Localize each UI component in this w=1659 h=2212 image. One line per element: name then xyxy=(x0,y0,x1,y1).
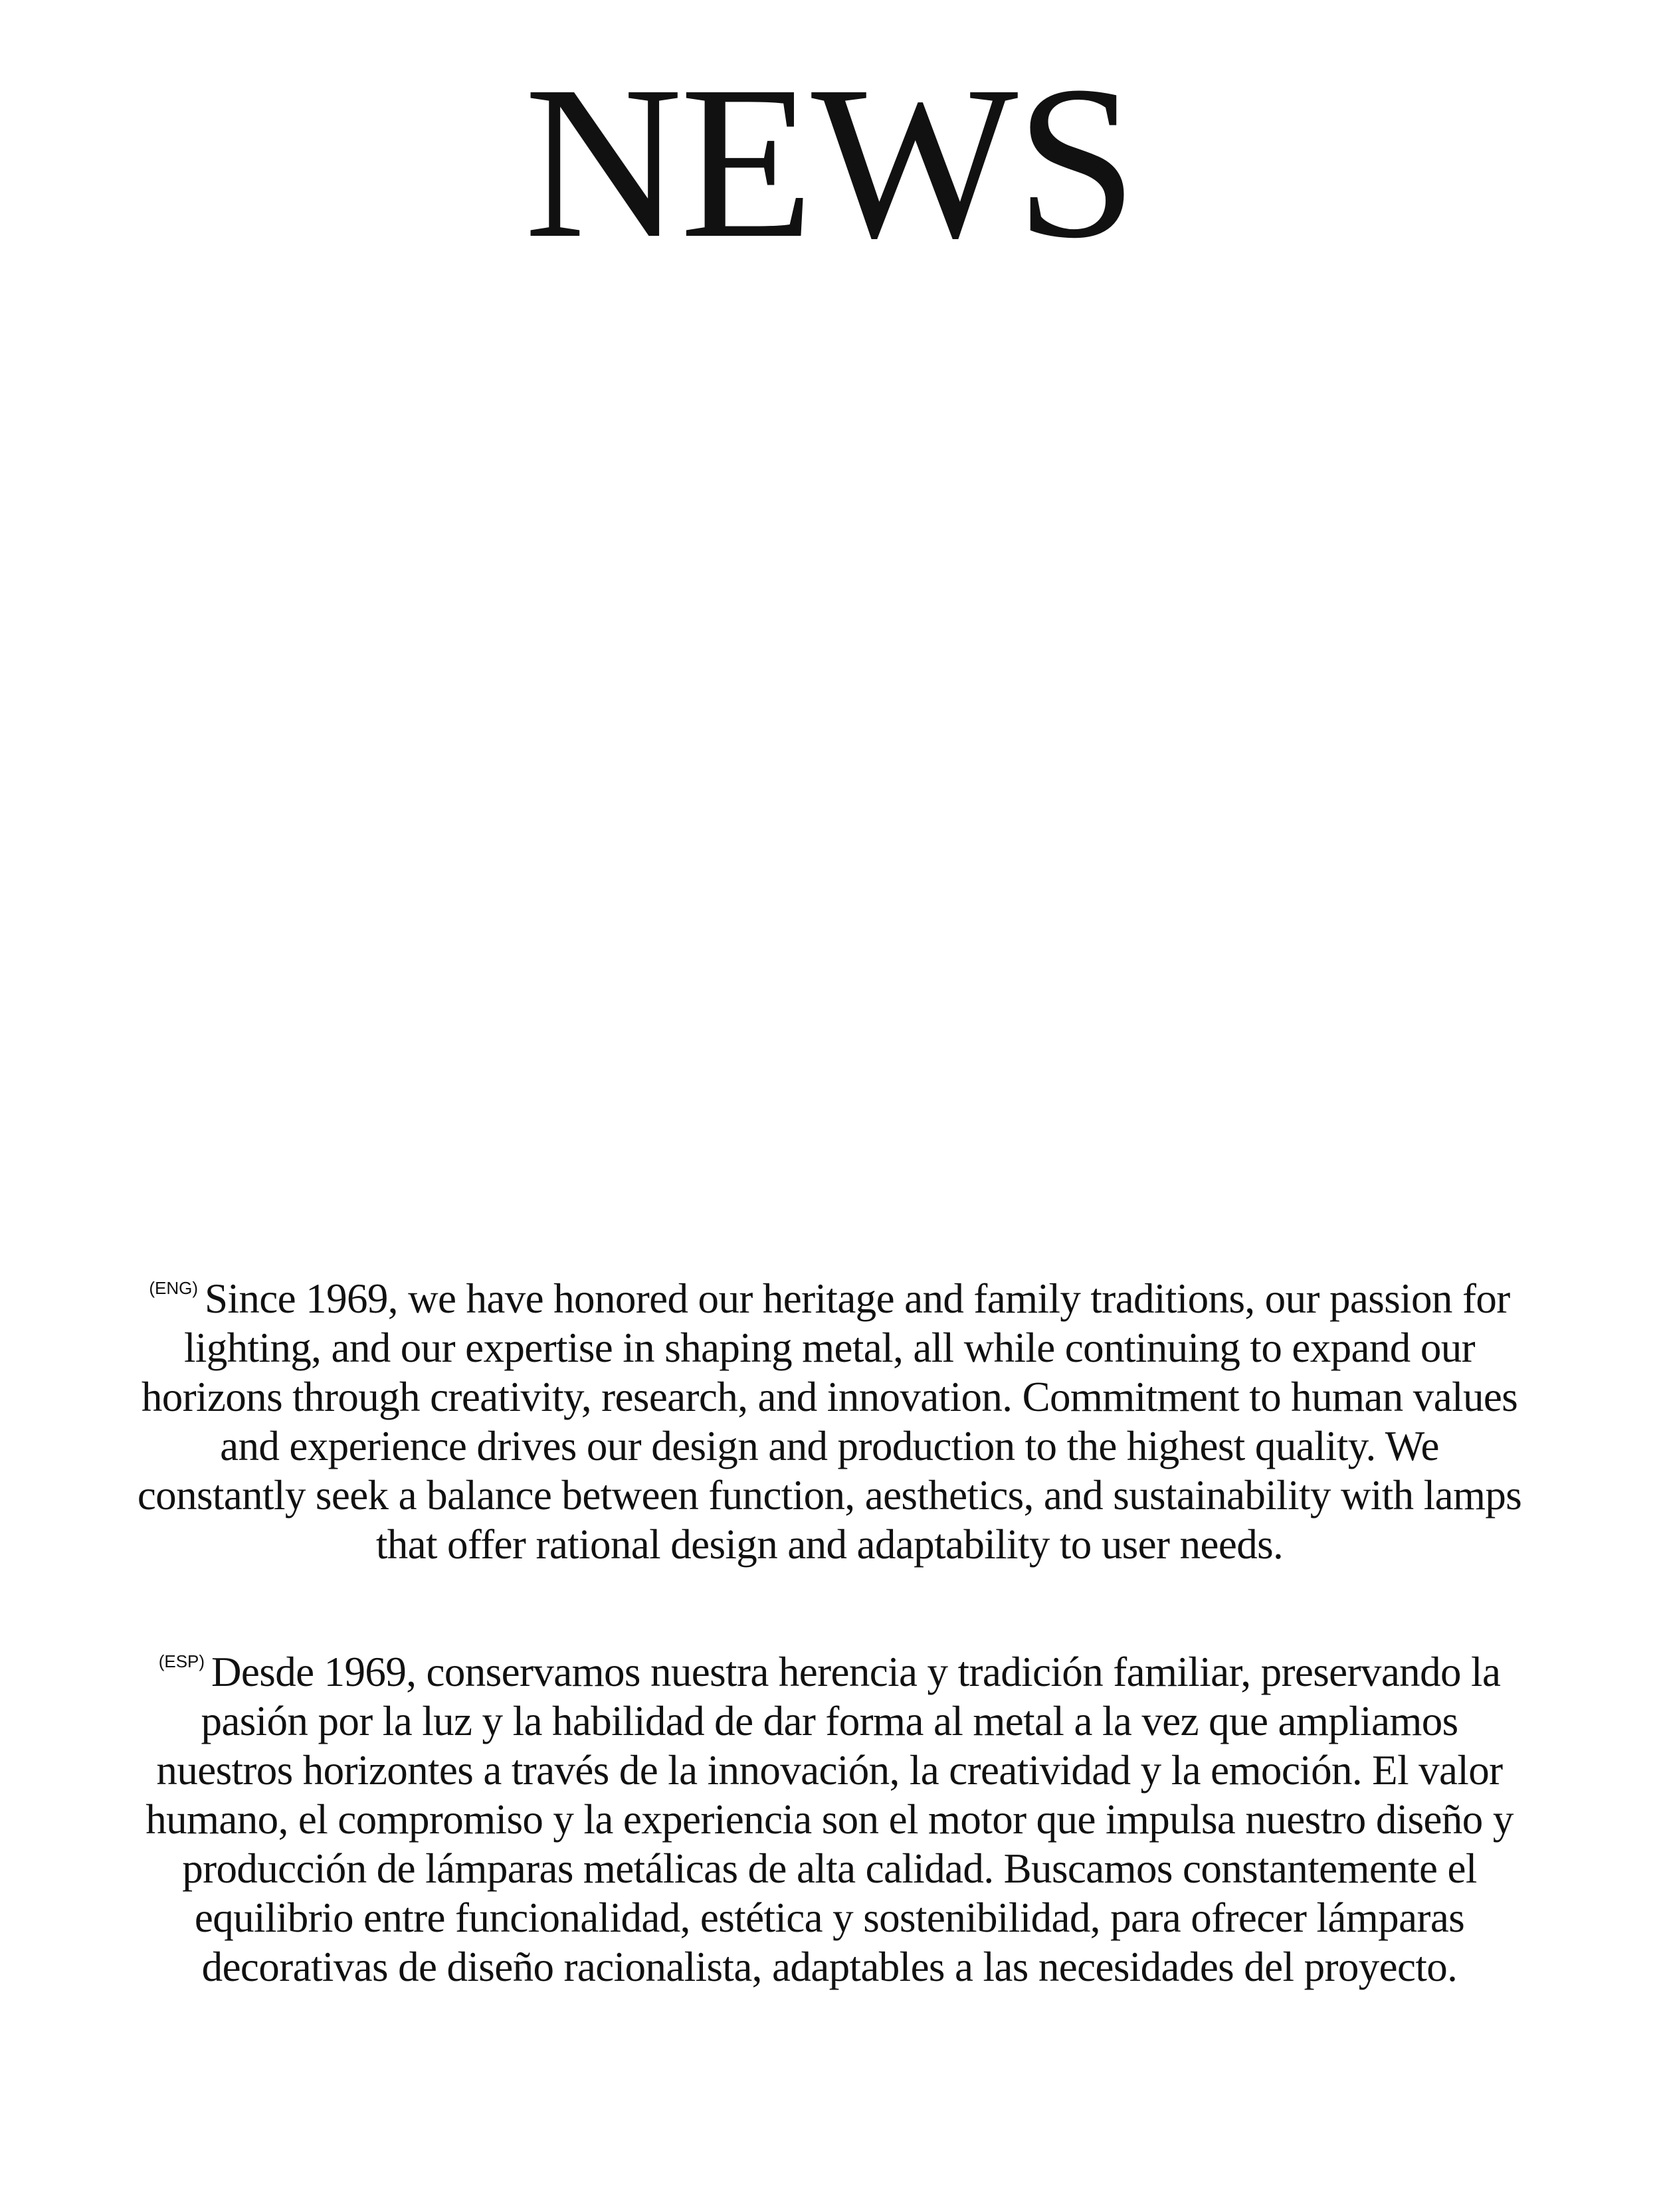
page-title: NEWS xyxy=(524,41,1135,284)
spanish-language-tag: (ESP) xyxy=(158,1651,205,1671)
english-paragraph xyxy=(133,1263,1526,1569)
english-paragraph-text: Since 1969, we have honored our heritage and family traditions, our passion for lighting, and our expertise in shaping metal, all while continuing to expand our horizons through creativity, research, and innovation. Commitment to human values and experience drives our design and production to the highest quality. We constantly seek a balance between function, aesthetics, and sustainability with lamps that offer rational design and adaptability to user needs. xyxy=(137,1275,1522,1568)
english-language-tag: (ENG) xyxy=(149,1278,199,1298)
spanish-paragraph xyxy=(133,1637,1526,1991)
spanish-paragraph-text: Desde 1969, conservamos nuestra herencia y tradición familiar, preservando la pasión por la luz y la habilidad de dar forma al metal a la vez que ampliamos nuestros horizontes a través de la innovación, la creatividad y la emoción. El valor humano, el compromiso y la experiencia son el motor que impulsa nuestro diseño y producción de lámparas metálicas de alta calidad. Buscamos constantemente el equilibrio entre funcionalidad, estética y sostenibilidad, para ofrecer lámparas decorativas de diseño racionalista, adaptables a las necesidades del proyecto. xyxy=(146,1649,1513,1990)
